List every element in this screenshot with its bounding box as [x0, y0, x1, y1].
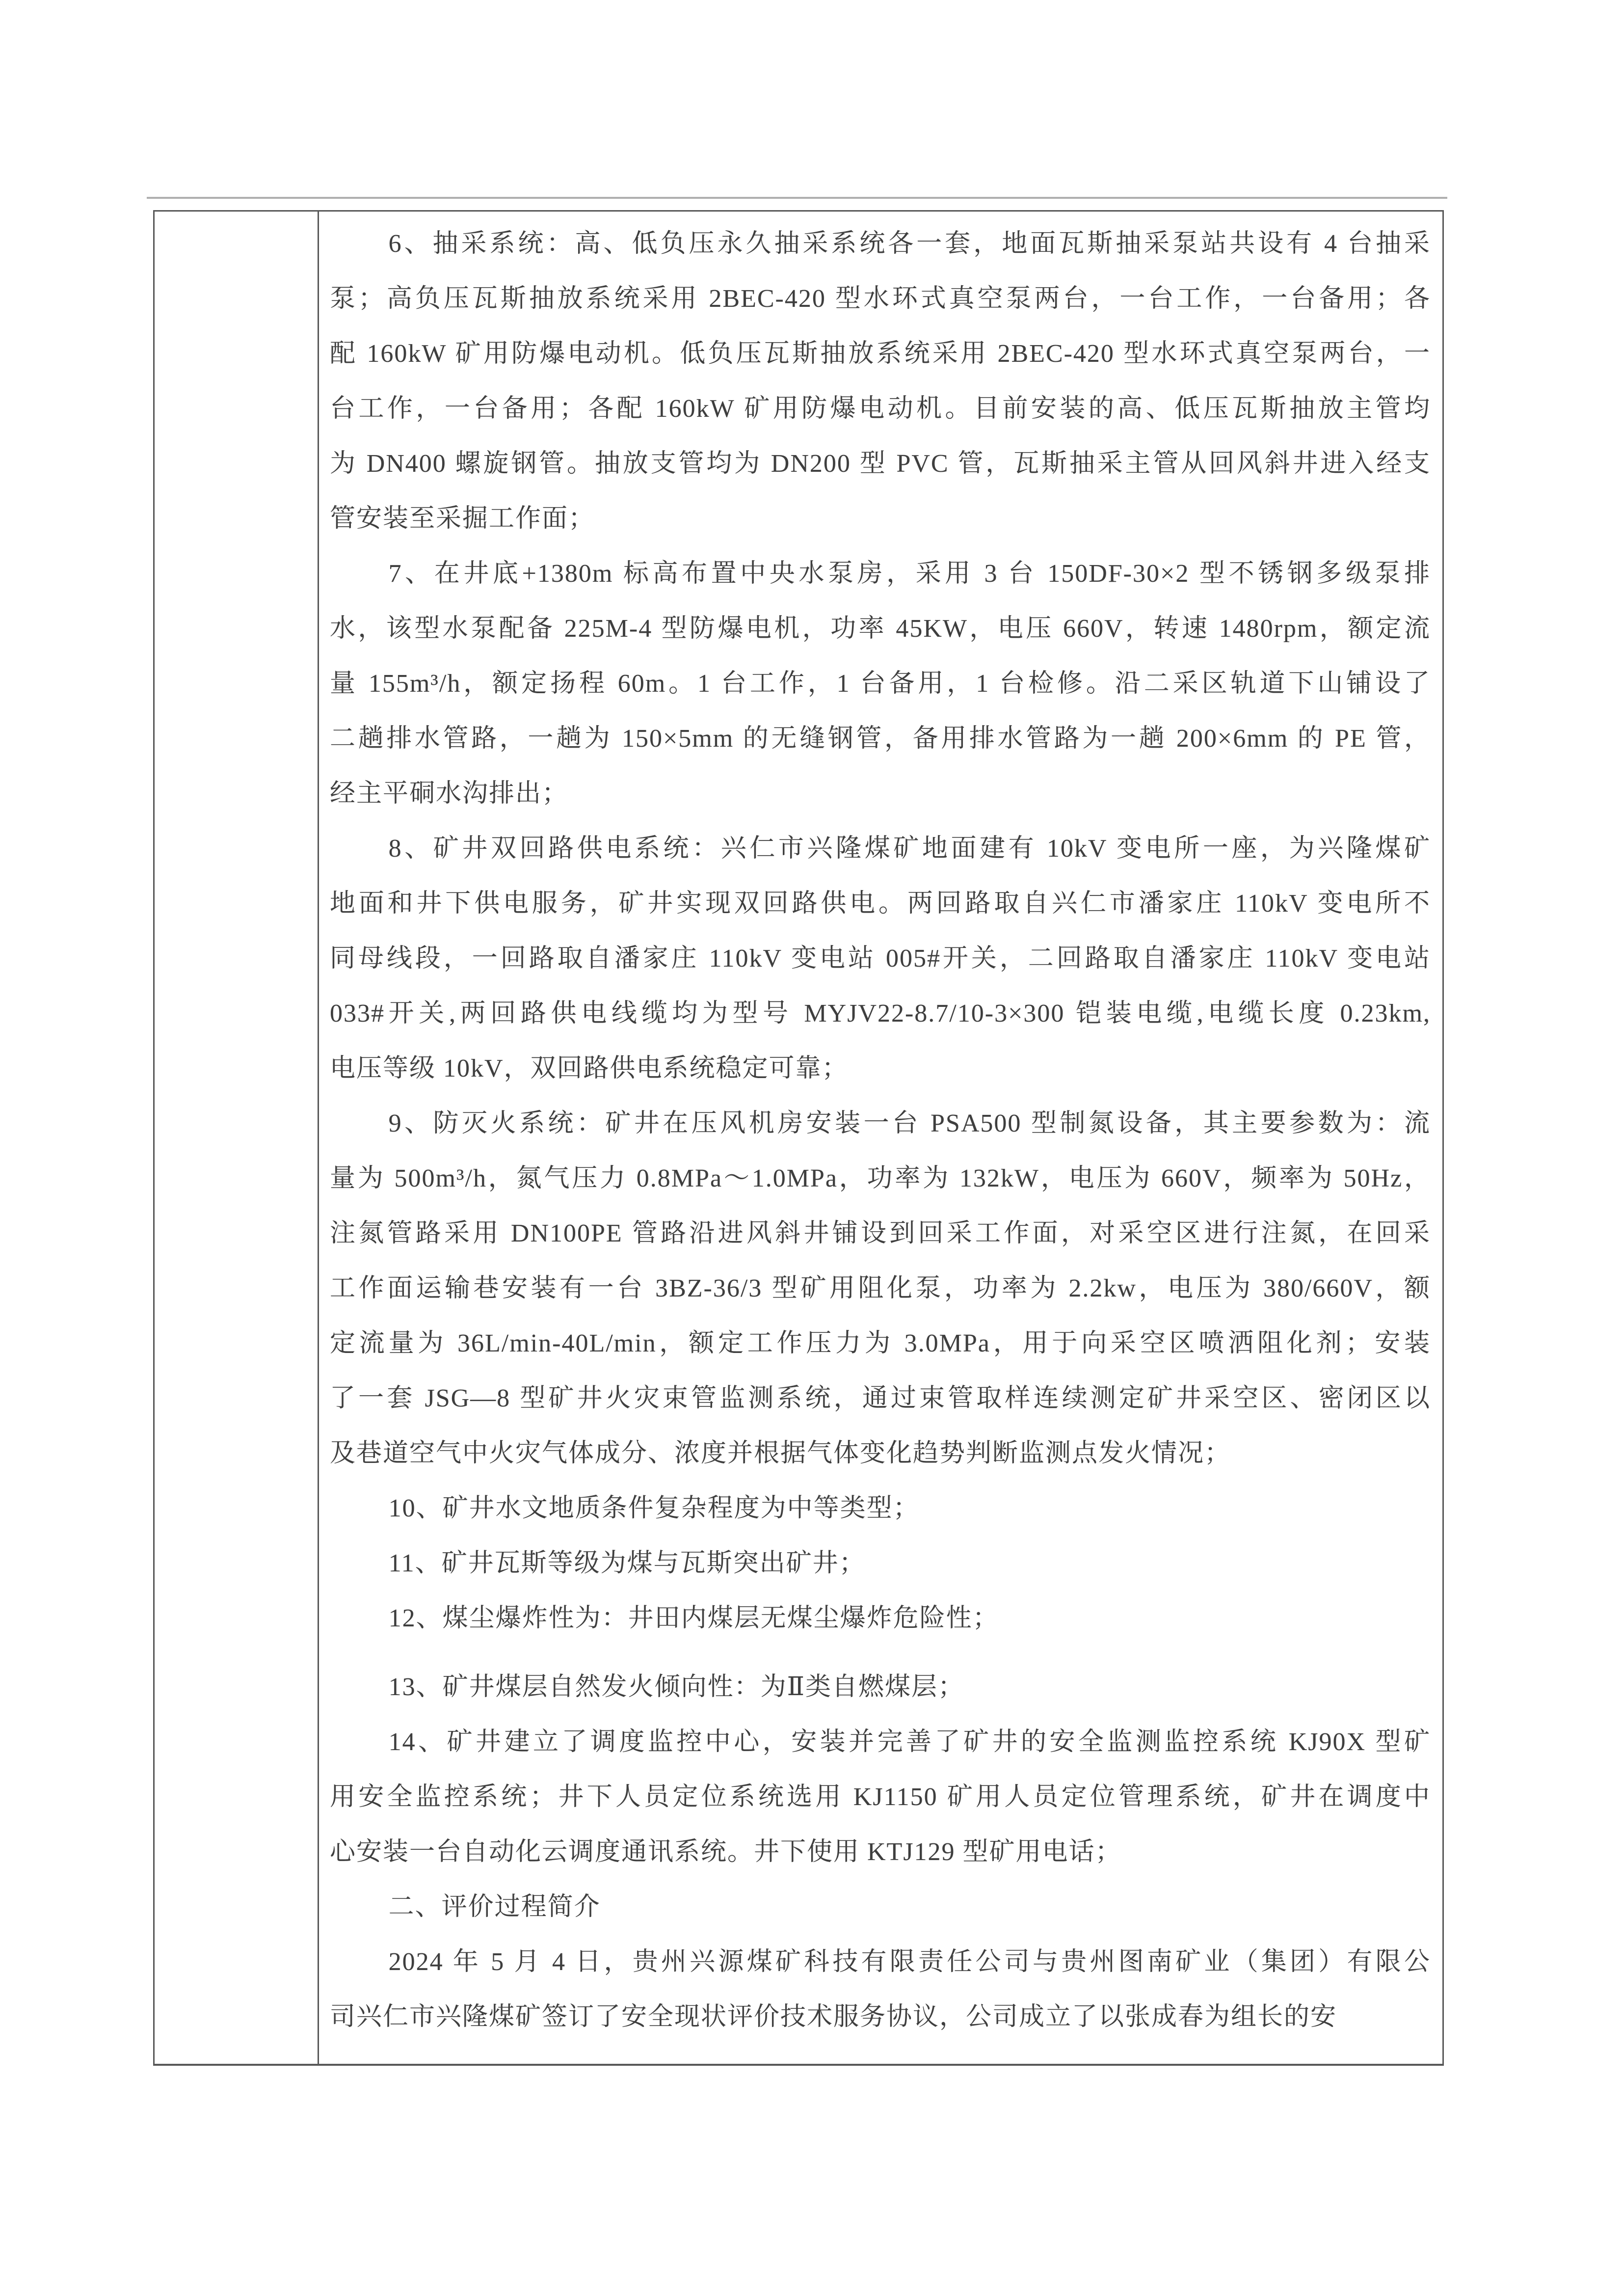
- text-line: 同母线段，一回路取自潘家庄 110kV 变电站 005#开关，二回路取自潘家庄 110kV 变电站: [330, 945, 1431, 972]
- text-line: 经主平硐水沟排出；: [330, 780, 569, 808]
- paragraph-item-14-monitoring-center: [330, 1715, 1431, 1880]
- paragraph-item-12-coal-dust-explosiveness: [330, 1591, 1431, 1646]
- text-line: 量为 500m³/h，氮气压力 0.8MPa～1.0MPa，功率为 132kW，电压为 660V，频率为 50Hz，: [330, 1164, 1431, 1192]
- text-line: 11、矿井瓦斯等级为煤与瓦斯突出矿井；: [388, 1549, 866, 1577]
- text-line: 8、矿井双回路供电系统：兴仁市兴隆煤矿地面建有 10kV 变电所一座，为兴隆煤矿: [388, 835, 1431, 863]
- text-line: 水，该型水泵配备 225M-4 型防爆电机，功率 45KW，电压 660V，转速 1480rpm，额定流: [330, 615, 1431, 643]
- text-line: 地面和井下供电服务，矿井实现双回路供电。两回路取自兴仁市潘家庄 110kV 变电所不: [330, 890, 1431, 918]
- text-line: 13、矿井煤层自然发火倾向性：为Ⅱ类自燃煤层；: [388, 1673, 964, 1701]
- paragraph-item-6-gas-drainage-system: [330, 216, 1431, 546]
- text-line: 管安装至采掘工作面；: [330, 505, 595, 533]
- text-line: 7、在井底+1380m 标高布置中央水泵房，采用 3 台 150DF-30×2 型不锈钢多级泵排: [388, 560, 1431, 588]
- heading-evaluation-process-intro: [330, 1880, 1431, 1935]
- paragraph-item-8-double-circuit-power-supply: [330, 821, 1431, 1096]
- text-line: 及巷道空气中火灾气体成分、浓度并根据气体变化趋势判断监测点发火情况；: [330, 1439, 1231, 1467]
- text-line: 6、抽采系统：高、低负压永久抽采系统各一套，地面瓦斯抽采泵站共设有 4 台抽采: [388, 230, 1431, 258]
- paragraph-item-11-gas-grade: [330, 1536, 1431, 1591]
- report-body-cell: [319, 212, 1442, 2064]
- text-line: 台工作，一台备用；各配 160kW 矿用防爆电动机。目前安装的高、低压瓦斯抽放主管均: [330, 395, 1431, 423]
- paragraph-item-13-spontaneous-combustion: [330, 1660, 1431, 1715]
- text-line: 10、矿井水文地质条件复杂程度为中等类型；: [388, 1494, 920, 1522]
- text-line: 12、煤尘爆炸性为：井田内煤层无煤尘爆炸危险性；: [388, 1604, 999, 1632]
- text-line: 心安装一台自动化云调度通讯系统。井下使用 KTJ129 型矿用电话；: [330, 1838, 1122, 1866]
- table-row-label-cell-empty: [155, 212, 319, 2064]
- text-line: 2024 年 5 月 4 日，贵州兴源煤矿科技有限责任公司与贵州图南矿业（集团）有限公: [388, 1948, 1431, 1976]
- text-line: 量 155m³/h，额定扬程 60m。1 台工作，1 台备用，1 台检修。沿二采区轨道下山铺设了: [330, 670, 1431, 698]
- text-line: 注氮管路采用 DN100PE 管路沿进风斜井铺设到回采工作面，对采空区进行注氮，在回采: [330, 1219, 1431, 1247]
- text-line: 定流量为 36L/min-40L/min，额定工作压力为 3.0MPa，用于向采空区喷洒阻化剂；安装: [330, 1329, 1431, 1357]
- text-line: 泵；高负压瓦斯抽放系统采用 2BEC-420 型水环式真空泵两台，一台工作，一台备用；各: [330, 285, 1431, 313]
- paragraph-item-10-hydrogeology: [330, 1481, 1431, 1536]
- text-line: 了一套 JSG—8 型矿井火灾束管监测系统，通过束管取样连续测定矿井采空区、密闭区以: [330, 1384, 1431, 1412]
- paragraph-evaluation-agreement-2024: [330, 1935, 1431, 2045]
- text-line: 用安全监控系统；井下人员定位系统选用 KJ1150 矿用人员定位管理系统，矿井在调度中: [330, 1783, 1431, 1811]
- text-line: 033#开关,两回路供电线缆均为型号 MYJV22-8.7/10-3×300 铠装电缆,电缆长度 0.23km,: [330, 999, 1431, 1027]
- text-line: 电压等级 10kV，双回路供电系统稳定可靠；: [330, 1054, 849, 1082]
- text-line: 工作面运输巷安装有一台 3BZ-36/3 型矿用阻化泵，功率为 2.2kw，电压为 380/660V，额: [330, 1274, 1431, 1302]
- paragraph-item-7-central-pump-house: [330, 546, 1431, 821]
- text-line: 配 160kW 矿用防爆电动机。低负压瓦斯抽放系统采用 2BEC-420 型水环式真空泵两台，一: [330, 340, 1431, 368]
- text-line: 9、防灭火系统：矿井在压风机房安装一台 PSA500 型制氮设备，其主要参数为：流: [388, 1109, 1431, 1137]
- report-table: [153, 210, 1444, 2066]
- paragraph-item-9-fire-prevention-system: [330, 1096, 1431, 1481]
- text-line: 司兴仁市兴隆煤矿签订了安全现状评价技术服务协议，公司成立了以张成春为组长的安: [330, 2003, 1337, 2031]
- text-line: 为 DN400 螺旋钢管。抽放支管均为 DN200 型 PVC 管，瓦斯抽采主管从回风斜井进入经支: [330, 450, 1431, 478]
- text-line: 二趟排水管路，一趟为 150×5mm 的无缝钢管，备用排水管路为一趟 200×6mm 的 PE 管，: [330, 725, 1431, 753]
- text-line: 14、矿井建立了调度监控中心，安装并完善了矿井的安全监测监控系统 KJ90X 型矿: [388, 1728, 1431, 1756]
- text-line: 二、评价过程简介: [388, 1893, 601, 1921]
